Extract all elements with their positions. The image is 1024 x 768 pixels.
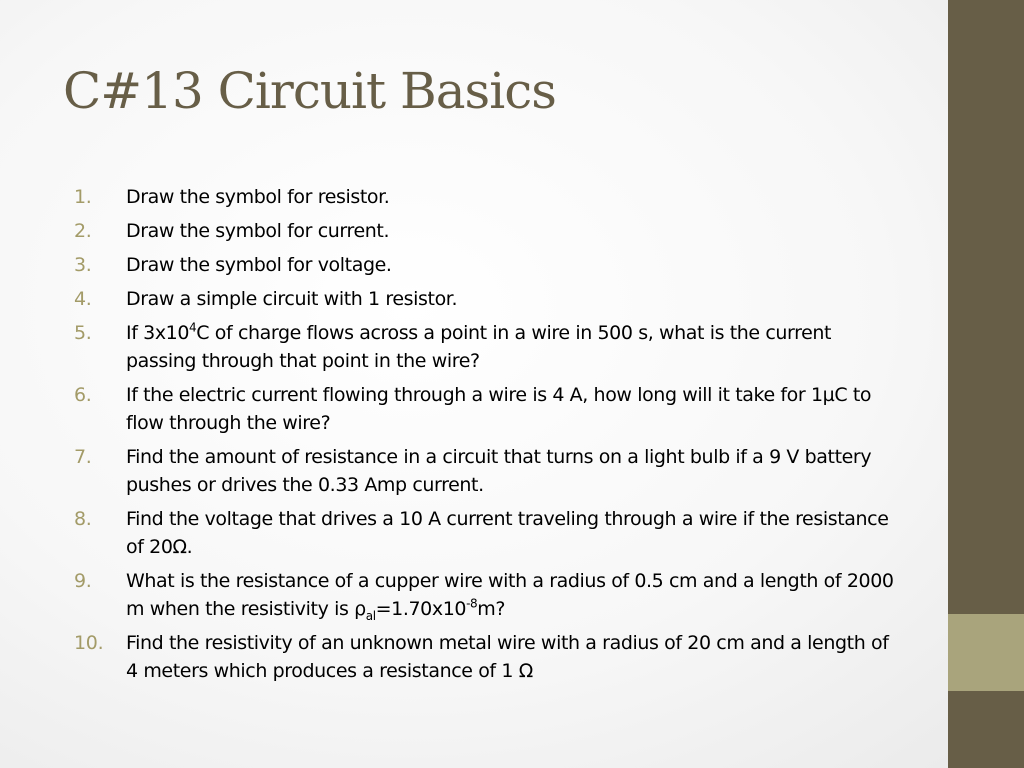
list-item [74,285,904,313]
item-number: 9. [74,570,92,592]
item-number: 4. [74,288,92,310]
side-band-accent [948,614,1024,691]
subscript: al [365,608,376,623]
question-list [74,183,904,691]
item-number: 1. [74,186,92,208]
list-item [74,217,904,245]
item-text: If the electric current flowing through a wire is 4 A, how long will it take for 1µC to flow through the wire? [126,384,872,434]
superscript: 4 [189,320,197,335]
item-text-part: =1.70x10 [375,598,467,620]
item-number: 2. [74,220,92,242]
list-item [74,319,904,375]
slide-title: C#13 Circuit Basics [63,62,556,120]
list-item [74,183,904,211]
item-text-part: m? [477,598,506,620]
item-text: Find the resistivity of an unknown metal wire with a radius of 20 cm and a length of 4 meters which produces a resistance of 1 Ω [126,632,889,682]
item-number: 8. [74,508,92,530]
item-text: Draw the symbol for voltage. [126,254,392,276]
item-number: 5. [74,322,92,344]
list-item [74,505,904,561]
item-text [126,319,904,375]
item-text: Find the amount of resistance in a circuit that turns on a light bulb if a 9 V battery pushes or drives the 0.33 Amp current. [126,446,872,496]
list-item [74,251,904,279]
item-number: 3. [74,254,92,276]
item-text: Draw a simple circuit with 1 resistor. [126,288,458,310]
item-text: Find the voltage that drives a 10 A current traveling through a wire if the resistance of 20Ω. [126,508,889,558]
item-text: Draw the symbol for current. [126,220,390,242]
item-text-part: C of charge flows across a point in a wire in 500 s, what is the current passing through that point in the wire? [126,322,832,372]
list-item [74,567,904,623]
superscript: -8 [466,596,478,611]
item-number: 10. [74,632,104,654]
list-item [74,629,904,685]
item-number: 7. [74,446,92,468]
list-item [74,443,904,499]
item-text-part: If 3x10 [126,322,190,344]
item-number: 6. [74,384,92,406]
item-text: Draw the symbol for resistor. [126,186,390,208]
list-item [74,381,904,437]
item-text [126,567,904,623]
item-text-part: What is the resistance of a cupper wire with a radius of 0.5 cm and a length of 2000 m when the resistivity is ρ [126,570,894,620]
